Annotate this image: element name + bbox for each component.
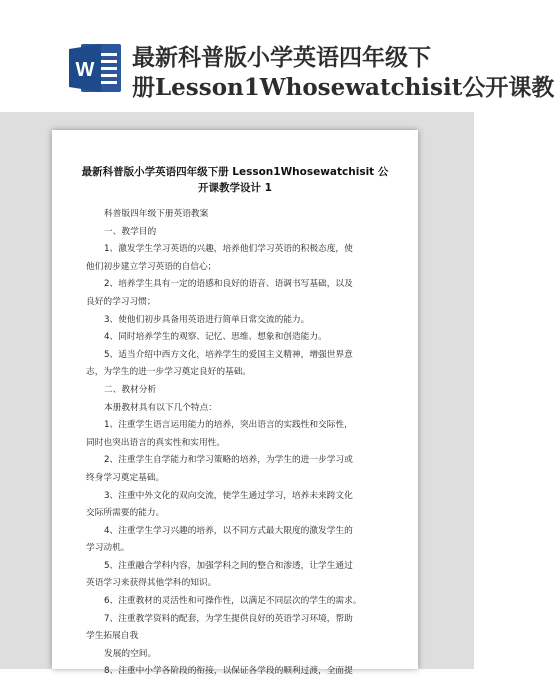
body-line: 他们初步建立学习英语的自信心； [86,261,217,272]
svg-text:W: W [75,59,95,81]
document-title-line1: 最新科普版小学英语四年级下册 Lesson1Whosewatchisit 公 [81,166,389,178]
body-line: 良好的学习习惯； [86,296,156,307]
body-line: 5、注重融合学科内容，加强学科之间的整合和渗透，让学生通过 [104,560,353,571]
body-line: 志，为学生的进一步学习奠定良好的基础。 [86,367,252,378]
body-line: 3、注重中外文化的双向交流，使学生通过学习，培养未来跨文化 [104,490,353,501]
body-line: 2、注重学生自学能力和学习策略的培养，为学生的进一步学习或 [104,455,353,466]
body-line: 5、适当介绍中西方文化，培养学生的爱国主义精神，增强世界意 [104,349,353,360]
body-line: 本册教材具有以下几个特点： [104,402,217,413]
body-line: 2、培养学生具有一定的语感和良好的语音、语调书写基础，以及 [104,279,353,290]
document-body [86,206,384,681]
body-line: 1、激发学生学习英语的兴趣，培养他们学习英语的积极态度，使 [104,244,353,255]
body-line: 发展的空间。 [104,648,157,659]
document-page [52,130,418,677]
body-line: 4、注重学生学习兴趣的培养，以不同方式最大限度的激发学生的 [104,525,353,536]
document-title [66,164,404,196]
body-line: 英语学习来获得其他学科的知识。 [86,578,217,589]
body-line: 3、使他们初步具备用英语进行简单日常交流的能力。 [104,314,310,325]
header-title-line1: 最新科普版小学英语四年级下 [132,44,431,71]
body-line: 一、教学目的 [104,226,157,237]
body-line: 学生拓展自我 [86,631,139,642]
body-line: 科普版四年级下册英语教案 [104,209,209,219]
body-line: 6、注重教材的灵活性和可操作性，以满足不同层次的学生的需求。 [104,596,362,607]
body-line: 7、注重教学资料的配套，为学生提供良好的英语学习环境，帮助 [104,613,353,624]
document-title-line2: 开课教学设计 1 [198,182,272,194]
header-title-line2: 册Lesson1Whosewatchisit公开课教 [132,74,554,101]
body-line: 二、教材分析 [104,384,157,395]
word-doc-icon [67,40,123,96]
body-line: 8、注重中小学各阶段的衔接，以保证各学段的顺利过渡，全面提 [104,666,353,677]
header-banner [0,0,554,112]
body-line: 交际所需要的能力。 [86,508,165,519]
body-line: 1、注重学生语言运用能力的培养，突出语言的实践性和交际性， [104,420,353,431]
body-line: 同时也突出语言的真实性和实用性。 [86,437,225,448]
body-line: 终身学习奠定基础。 [86,472,165,483]
body-line: 4、同时培养学生的观察、记忆、思维、想象和创造能力。 [104,332,327,343]
body-line: 学习动机。 [86,543,130,554]
